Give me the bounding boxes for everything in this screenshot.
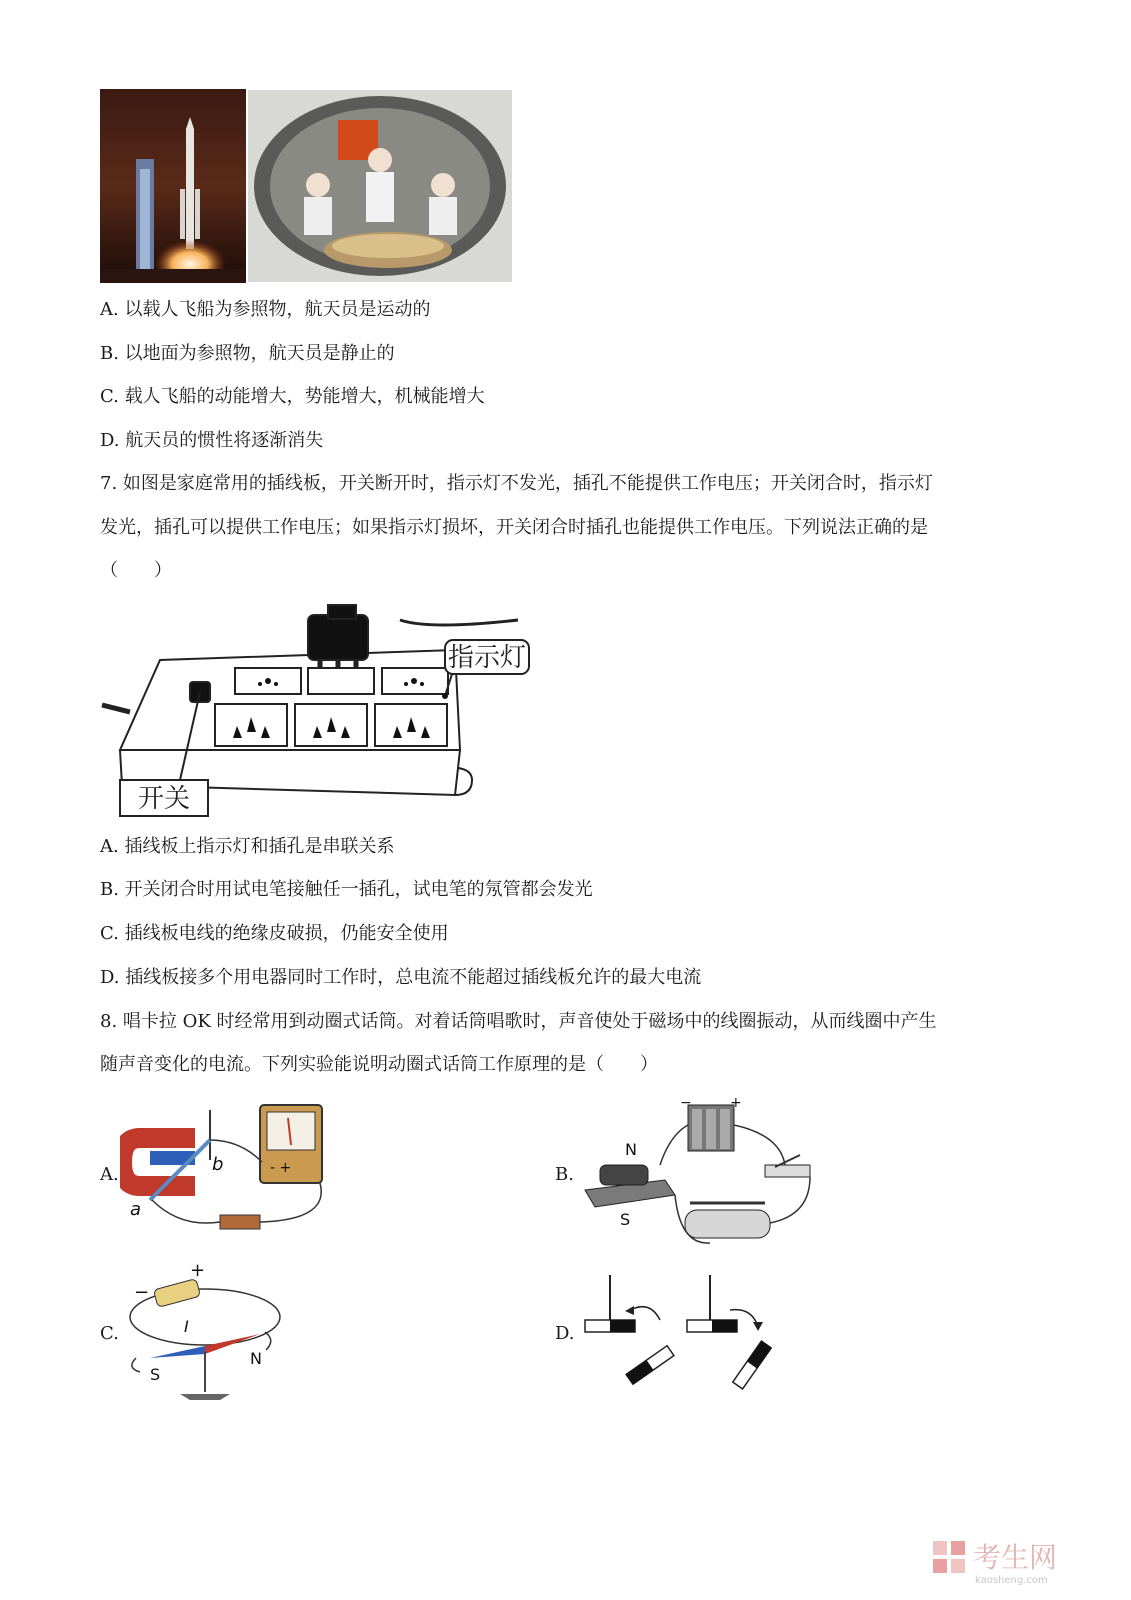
q8-option-b-label: B. — [555, 1164, 574, 1185]
switch-label: 开关 — [137, 784, 191, 814]
q7-stem-line-2: 发光，插孔可以提供工作电压；如果指示灯损坏，开关闭合时插孔也能提供工作电压。下列说法正确的是 — [100, 517, 928, 538]
experiment-c-figure — [120, 1262, 290, 1407]
label-b: b — [212, 1154, 224, 1175]
cell-plus: + — [190, 1262, 206, 1281]
q7-stem-line-1: 7. 如图是家庭常用的插线板，开关断开时，指示灯不发光，插孔不能提供工作电压；开关闭合时，指示灯 — [100, 473, 933, 494]
q6-option-d: D. 航天员的惯性将逐渐消失 — [100, 430, 324, 451]
experiment-d-figure — [580, 1275, 780, 1390]
q7-stem-line-3: （ ） — [100, 560, 172, 581]
watermark — [933, 1535, 1093, 1590]
power-strip-figure — [100, 600, 540, 820]
q8-option-a-label: A. — [100, 1164, 119, 1185]
q7-option-b: B. 开关闭合时用试电笔接触任一插孔，试电笔的氖管都会发光 — [100, 879, 593, 900]
q8-option-d-label: D. — [555, 1323, 575, 1344]
label-a: a — [130, 1199, 142, 1220]
needle-s: S — [150, 1365, 161, 1384]
q8-stem-line-2: 随声音变化的电流。下列实验能说明动圈式话筒工作原理的是（ ） — [100, 1054, 658, 1075]
q8-stem-line-1: 8. 唱卡拉 OK 时经常用到动圈式话筒。对着话筒唱歌时，声音使处于磁场中的线圈振动，从而线圈中产生 — [100, 1011, 937, 1032]
experiment-a-figure — [120, 1100, 340, 1245]
svg-text:- +: - + — [270, 1160, 292, 1176]
q6-option-b: B. 以地面为参照物，航天员是静止的 — [100, 343, 395, 364]
q8-option-c-label: C. — [100, 1323, 119, 1344]
current-label: I — [184, 1317, 189, 1336]
indicator-label: 指示灯 — [447, 643, 527, 673]
q7-option-c: C. 插线板电线的绝缘皮破损，仍能安全使用 — [100, 923, 449, 944]
cell-minus: − — [134, 1282, 150, 1303]
q6-option-a: A. 以载人飞船为参照物，航天员是运动的 — [100, 299, 431, 320]
battery-minus: − — [680, 1095, 692, 1111]
label-n: N — [625, 1140, 637, 1159]
q6-option-c: C. 载人飞船的动能增大，势能增大，机械能增大 — [100, 386, 485, 407]
rocket-launch-photo — [100, 89, 246, 283]
battery-plus: + — [730, 1095, 742, 1111]
q7-option-d: D. 插线板接多个用电器同时工作时，总电流不能超过插线板允许的最大电流 — [100, 967, 702, 988]
label-s: S — [620, 1210, 631, 1229]
experiment-b-figure — [580, 1095, 820, 1255]
q7-option-a: A. 插线板上指示灯和插孔是串联关系 — [100, 836, 395, 857]
watermark-url: kaosheng.com — [975, 1575, 1048, 1586]
astronauts-photo — [248, 90, 512, 282]
watermark-text: 考生网 — [973, 1541, 1058, 1574]
needle-n: N — [250, 1349, 262, 1368]
